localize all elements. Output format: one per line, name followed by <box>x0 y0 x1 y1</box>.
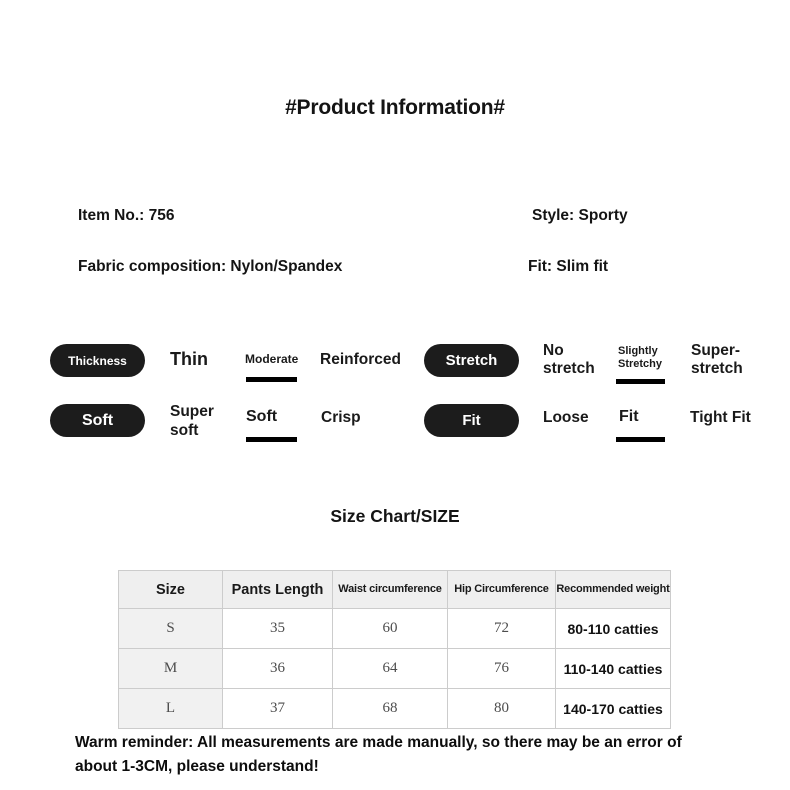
stretch-selected-underline <box>616 379 665 384</box>
size-chart-table <box>118 570 671 729</box>
table-header-row <box>119 571 671 609</box>
softness-option-soft: Soft <box>246 408 278 425</box>
size-chart-heading: Size Chart/SIZE <box>330 506 460 526</box>
fit-value: Fit: Slim fit <box>528 258 609 275</box>
cell-weight: 140-170 catties <box>556 689 671 729</box>
stretch-option-no-stretch: No stretch <box>543 342 595 377</box>
softness-option-super-soft: Super soft <box>170 403 214 439</box>
item-number: Item No.: 756 <box>78 207 175 224</box>
column-header-waist: Waist circumference <box>333 571 448 609</box>
cell-size: S <box>119 609 223 649</box>
fit-option-fit: Fit <box>619 408 639 425</box>
page-title: #Product Information# <box>285 96 505 119</box>
stretch-option-slightly-stretchy: Slightly Stretchy <box>618 345 663 370</box>
cell-weight: 110-140 catties <box>556 649 671 689</box>
cell-pants-length: 36 <box>223 649 333 689</box>
table-row <box>119 689 671 729</box>
cell-pants-length: 37 <box>223 689 333 729</box>
softness-selected-underline <box>246 437 297 442</box>
fit-option-tight-fit: Tight Fit <box>690 409 751 426</box>
column-header-pants-length: Pants Length <box>223 571 333 609</box>
column-header-weight: Recommended weight <box>556 571 671 609</box>
thickness-badge: Thickness <box>50 344 145 377</box>
style-value: Style: Sporty <box>532 207 628 224</box>
table-row <box>119 649 671 689</box>
cell-hip: 80 <box>448 689 556 729</box>
cell-size: L <box>119 689 223 729</box>
thickness-selected-underline <box>246 377 297 382</box>
stretch-badge: Stretch <box>424 344 519 377</box>
column-header-size: Size <box>119 571 223 609</box>
cell-size: M <box>119 649 223 689</box>
fit-option-loose: Loose <box>543 409 589 426</box>
table-row <box>119 609 671 649</box>
column-header-hip: Hip Circumference <box>448 571 556 609</box>
cell-waist: 68 <box>333 689 448 729</box>
thickness-option-reinforced: Reinforced <box>320 351 401 368</box>
softness-option-crisp: Crisp <box>321 409 361 426</box>
cell-hip: 76 <box>448 649 556 689</box>
thickness-option-moderate: Moderate <box>245 352 299 366</box>
cell-hip: 72 <box>448 609 556 649</box>
thickness-option-thin: Thin <box>170 349 208 369</box>
stretch-option-super-stretch: Super-stretch <box>691 342 743 377</box>
fabric-composition: Fabric composition: Nylon/Spandex <box>78 258 343 275</box>
fit-selected-underline <box>616 437 665 442</box>
cell-pants-length: 35 <box>223 609 333 649</box>
softness-badge: Soft <box>50 404 145 437</box>
fit-badge: Fit <box>424 404 519 437</box>
warm-reminder: Warm reminder: All measurements are made manually, so there may be an error of about 1-3CM, please understand! <box>75 734 682 775</box>
cell-waist: 64 <box>333 649 448 689</box>
cell-weight: 80-110 catties <box>556 609 671 649</box>
cell-waist: 60 <box>333 609 448 649</box>
